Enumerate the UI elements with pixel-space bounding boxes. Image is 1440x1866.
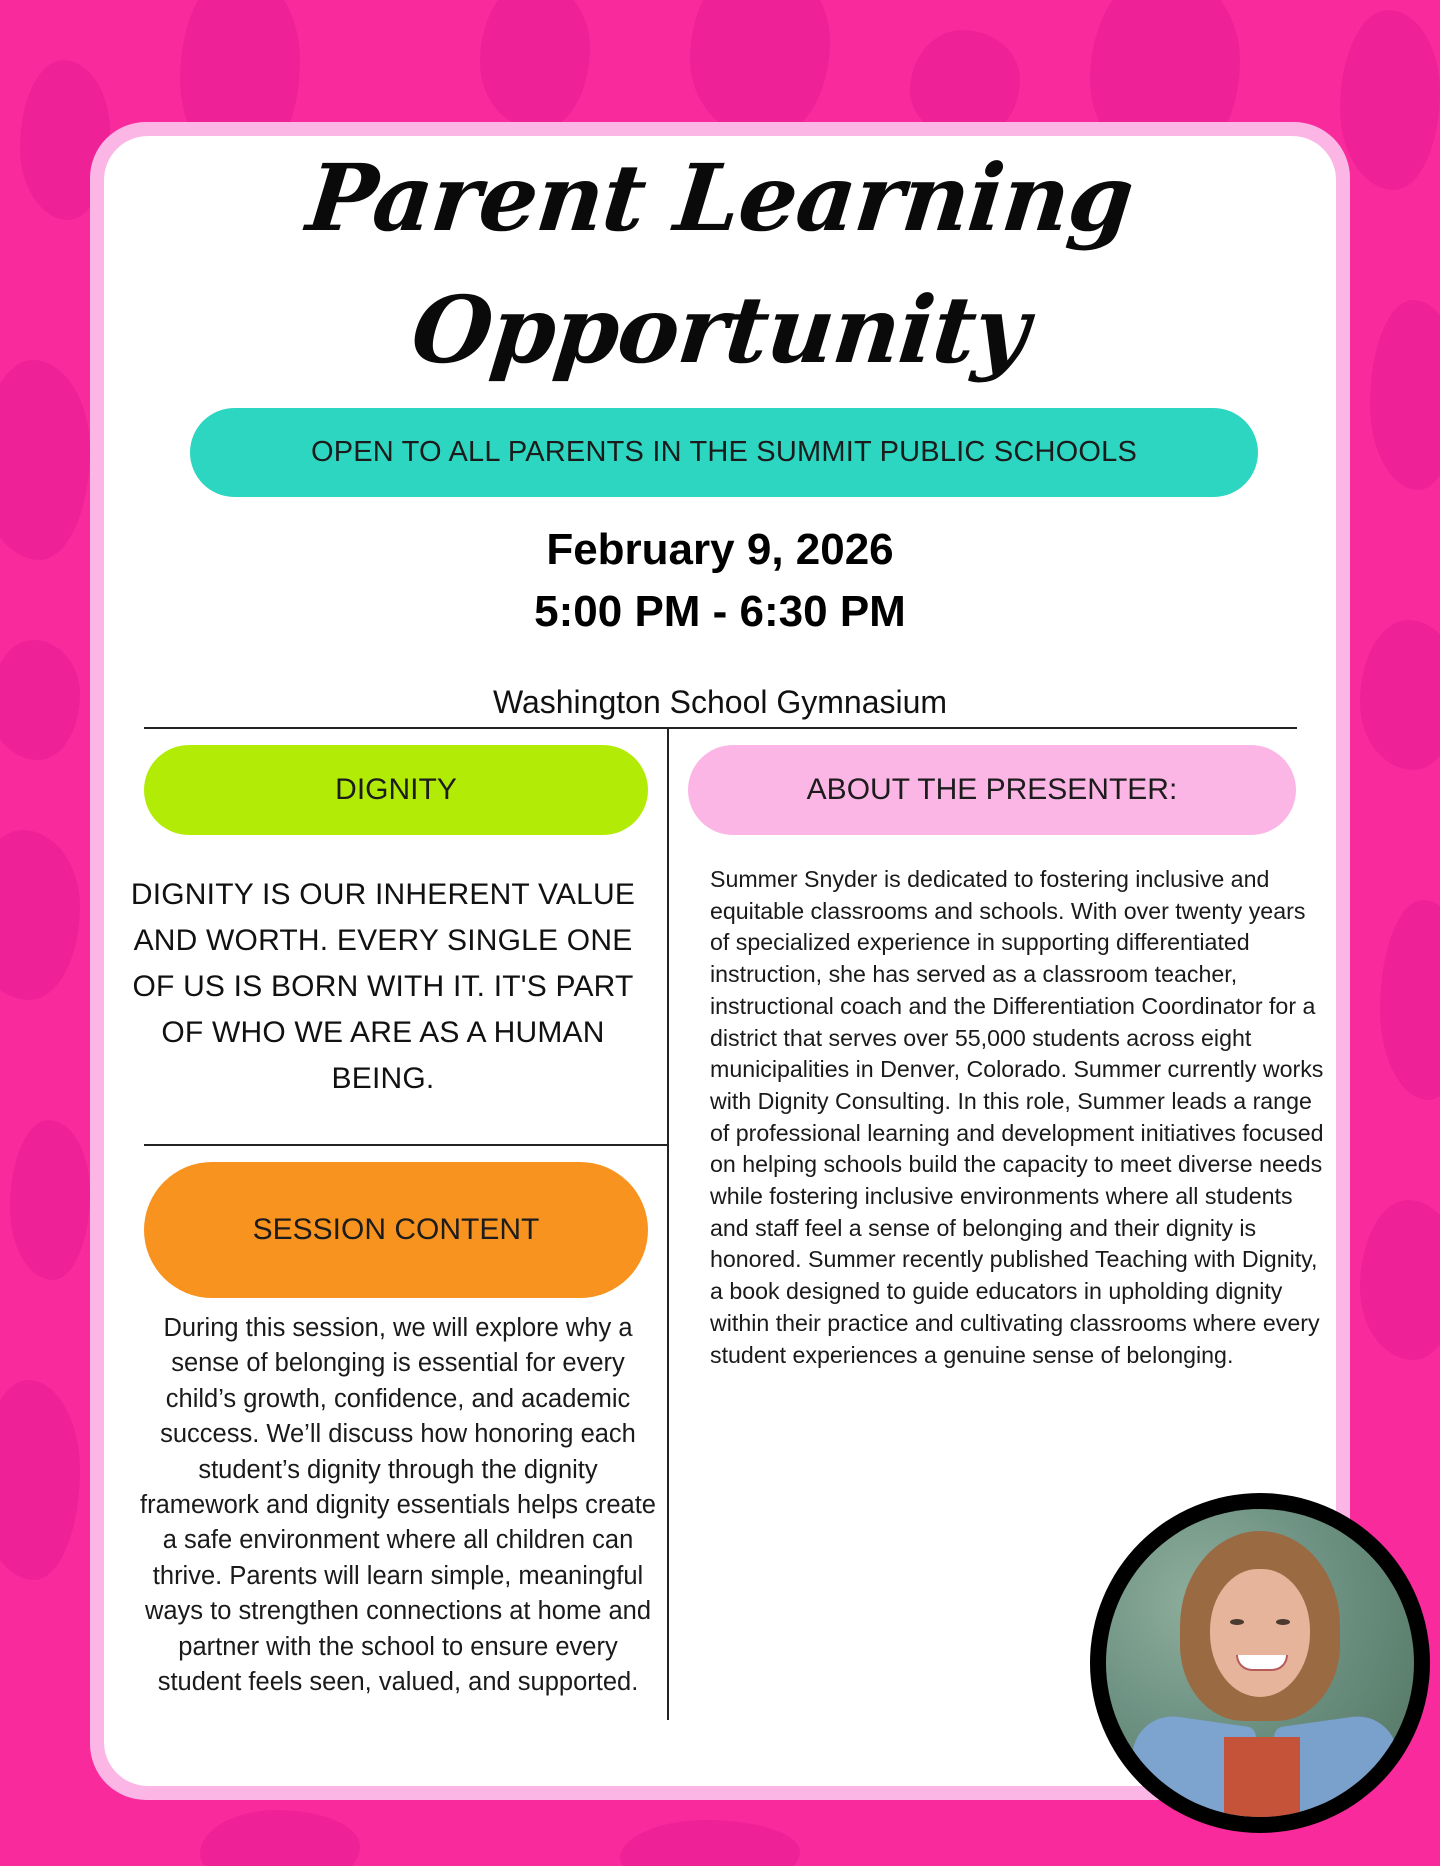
- audience-banner-text: OPEN TO ALL PARENTS IN THE SUMMIT PUBLIC SCHOOLS: [310, 436, 1138, 468]
- left-section-divider: [144, 1144, 668, 1146]
- presenter-photo: [1090, 1493, 1430, 1833]
- column-divider: [667, 728, 669, 1720]
- session-heading: SESSION CONTENT: [252, 1213, 540, 1246]
- top-divider: [144, 727, 1297, 729]
- audience-banner: [190, 408, 1258, 497]
- session-description: During this session, we will explore why a sense of belonging is essential for every child’s growth, confidence, and academic success. We’ll discuss how honoring each student’s dignity through the dignity framework and dignity essentials helps create a safe environment where all children can thrive. Parents will learn simple, meaningful ways to strengthen connections at home and partner with the school to ensure every student feels seen, valued, and supported.: [140, 1314, 656, 1697]
- presenter-heading-pill: [688, 745, 1296, 835]
- presenter-bio: Summer Snyder is dedicated to fostering inclusive and equitable classrooms and schools. With over twenty years of specialized experience in supporting differentiated instruction, she has served as a classroom teacher, instructional coach and the Differentiation Coordinator for a district that serves over 55,000 students across eight municipalities in Denver, Colorado. Summer currently works with Dignity Consulting. In this role, Summer leads a range of professional learning and development initiatives focused on helping schools build the capacity to meet diverse needs while fostering inclusive environments where all students and staff feel a sense of belonging and their dignity is honored. Summer recently published Teaching with Dignity, a book designed to guide educators in upholding dignity within their practice and cultivating classrooms where every student experiences a genuine sense of belonging.: [710, 866, 1324, 1368]
- dignity-heading: DIGNITY: [335, 773, 457, 806]
- dignity-definition: DIGNITY IS OUR INHERENT VALUE AND WORTH. EVERY SINGLE ONE OF US IS BORN WITH IT. IT'S PART OF WHO WE ARE AS A HUMAN BEING.: [130, 878, 636, 1095]
- presenter-photo-image: [1106, 1509, 1414, 1817]
- session-heading-pill: [144, 1162, 648, 1298]
- presenter-heading: ABOUT THE PRESENTER:: [806, 773, 1178, 806]
- event-date: February 9, 2026: [546, 525, 894, 574]
- dignity-heading-pill: [144, 745, 648, 835]
- event-time: 5:00 PM - 6:30 PM: [534, 587, 906, 636]
- title-line-2: Opportunity: [406, 276, 1034, 384]
- event-venue: Washington School Gymnasium: [492, 684, 948, 720]
- title-line-1: Parent Learning: [302, 144, 1138, 252]
